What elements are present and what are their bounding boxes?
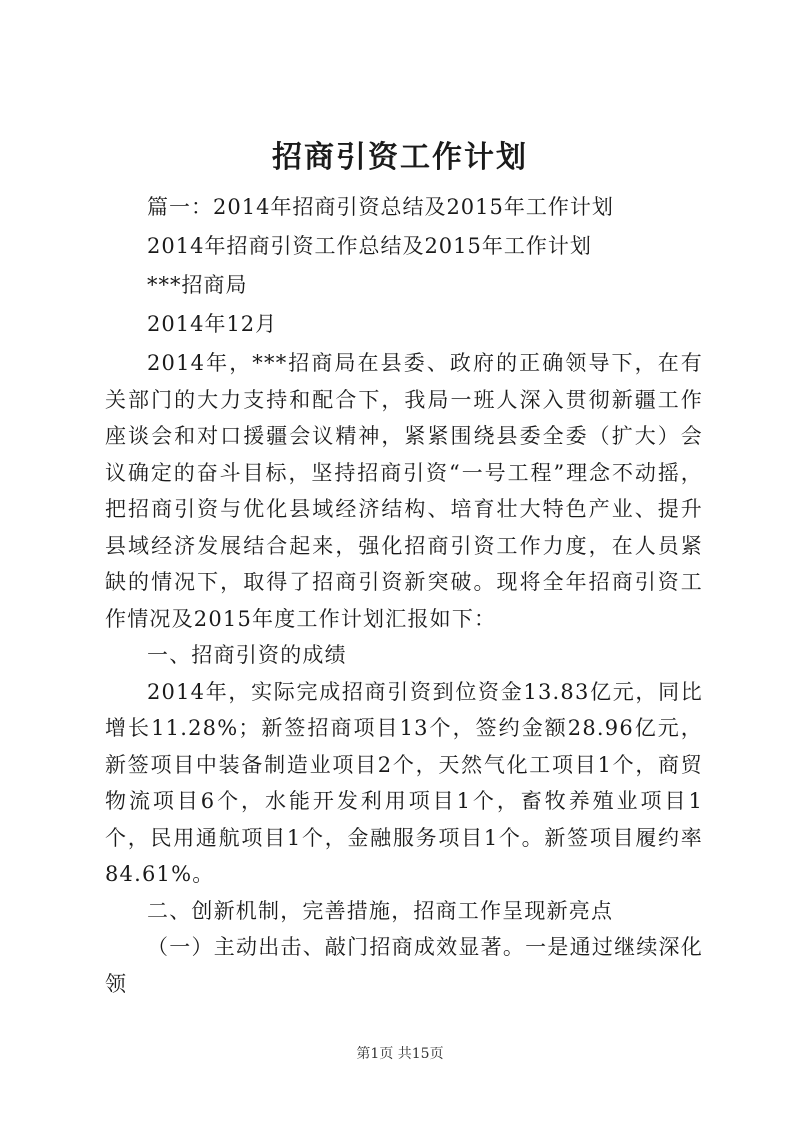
section-two-subsection-one: （一）主动出击、敲门招商成效显著。一是通过继续深化领	[105, 935, 703, 996]
heading-chapter-one: 篇一：2014年招商引资总结及2015年工作计划	[147, 195, 614, 219]
section-one-body: 2014年，实际完成招商引资到位资金13.83亿元，同比增长11.28%；新签招商项目13个，签约金额28.96亿元，新签项目中装备制造业项目2个，天然气化工项目1个，商贸物流项目6个，水能开发利用项目1个，畜牧养殖业项目1个，民用通航项目1个，金融服务项目1个。新签项目履约率84.61%。	[105, 679, 703, 886]
page-number-footer: 第1页 共15页	[356, 1046, 444, 1062]
heading-report-title: 2014年招商引资工作总结及2015年工作计划	[147, 234, 592, 258]
document-body	[105, 345, 703, 1002]
report-date: 2014年12月	[147, 312, 278, 336]
section-two-title: 二、创新机制，完善措施，招商工作呈现新亮点	[147, 898, 614, 923]
document-title: 招商引资工作计划	[272, 140, 528, 175]
organization-name: ***招商局	[147, 273, 248, 297]
section-one-title: 一、招商引资的成绩	[147, 643, 347, 667]
paragraph-intro: 2014年，***招商局在县委、政府的正确领导下，在有关部门的大力支持和配合下，我局一班人深入贯彻新疆工作座谈会和对口援疆会议精神，紧紧围绕县委全委（扩大）会议确定的奋斗目标，坚持招商引资“一号工程”理念不动摇，把招商引资与优化县域经济结构、培育壮大特色产业、提升县域经济发展结合起来，强化招商引资工作力度，在人员紧缺的情况下，取得了招商引资新突破。现将全年招商引资工作情况及2015年度工作计划汇报如下：	[105, 351, 703, 631]
